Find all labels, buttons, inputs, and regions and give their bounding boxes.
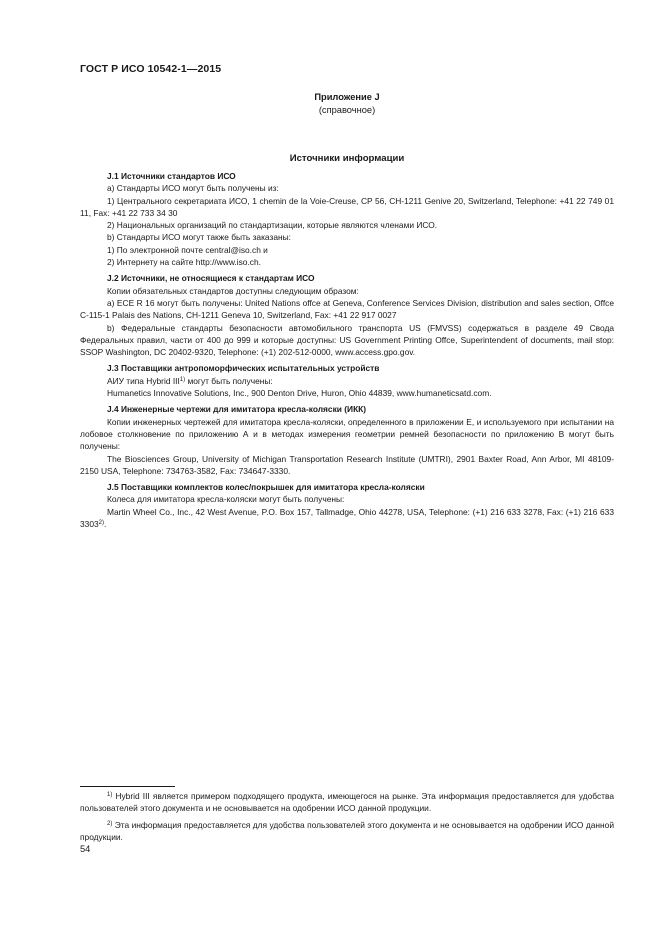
paragraph: Копии инженерных чертежей для имитатора кресла-коляски, определенного в приложении Е, и используемого при испытании на лобовое столкновение по приложению А и в методах измерения геометрии ремней безопасности по приложению В могут быть получены: <box>80 416 614 452</box>
footnote-ref-2: 2) <box>98 520 104 527</box>
text: Martin Wheel Co., Inc., 42 West Avenue, P.O. Box 157, Tallmadge, Ohio 44278, USA, Telephone: (+1) 216 633 3278, Fax: (+1) 216 633 3303 <box>80 506 614 530</box>
footnote-ref-1: 1) <box>179 376 186 383</box>
footnote-mark: 2) <box>107 820 113 827</box>
text: АИУ типа Hybrid III <box>107 375 180 386</box>
section-j5-heading: J.5 Поставщики комплектов колес/покрышек для имитатора кресла-коляски <box>107 482 425 493</box>
paragraph: 2) Национальных организаций по стандартизации, которые являются членами ИСО. <box>107 220 438 231</box>
footnote-separator <box>80 786 175 787</box>
footnote-text: Эта информация предоставляется для удобства пользователей этого документа и не основывается на одобрении ИСО данной продукции. <box>80 819 614 842</box>
paragraph: Humanetics Innovative Solutions, Inc., 900 Denton Drive, Huron, Ohio 44839, www.humaneticsatd.com. <box>107 388 492 399</box>
section-j3-heading: J.3 Поставщики антропоморфических испытательных устройств <box>107 363 380 374</box>
annex-subtitle: (справочное) <box>318 104 376 115</box>
paragraph: а) ECE R 16 могут быть получены: United Nations offce at Geneva, Conference Services Division, distribution and sales section, Offce C-115-1 Palais des Nations, CH-1211 Geneva 10, Switzerland, Fax: +41 22 917 0027 <box>80 297 614 321</box>
annex-heading <box>80 91 614 116</box>
section-j1-heading: J.1 Источники стандартов ИСО <box>107 171 236 181</box>
text: . <box>103 519 107 530</box>
document-body <box>80 170 614 530</box>
footnote-1 <box>80 790 614 815</box>
annex-title: Приложение J <box>314 92 380 102</box>
paragraph: 1) Центрального секретариата ИСО, 1 chemin de la Voie-Creuse, CP 56, CH-1211 Genive 20, Switzerland, Telephone: +41 22 749 01 11, Fax: +41 22 733 34 30 <box>80 195 614 218</box>
footnote-mark: 1) <box>107 792 113 798</box>
paragraph: 1) По электронной почте central@iso.ch и <box>107 244 268 255</box>
paragraph: Колеса для имитатора кресла-коляски могут быть получены: <box>107 494 345 505</box>
paragraph: 2) Интернету на сайте http://www.iso.ch. <box>107 257 261 268</box>
paragraph <box>80 375 614 387</box>
footnotes <box>80 790 614 847</box>
paragraph: b) Федеральные стандарты безопасности автомобильного транспорта US (FMVSS) содержаться в разделе 49 Свода Федеральных правил, части от 400 до 999 и которые доступны: US Government Printing Offce, Superintendent of documents, mail stop: SSOP Washington, DC 20402-9320, Telephone: (+1) 202-512-0000, www.access.gpo.gov. <box>80 322 614 358</box>
paragraph: Копии обязательных стандартов доступны следующим образом: <box>107 285 359 296</box>
page-title: Источники информации <box>289 153 405 164</box>
section-j4-heading: J.4 Инженерные чертежи для имитатора кресла-коляски (ИКК) <box>107 404 367 415</box>
page-number: 54 <box>80 844 91 854</box>
section-j2-heading: J.2 Источники, не относящиеся к стандартам ИСО <box>107 273 315 284</box>
text: могут быть получены: <box>185 375 273 386</box>
footnote-text: Hybrid III является примером подходящего продукта, имеющегося на рынке. Эта информация предоставляется для удобства пользователей этого документа и не основывается на одобрении ИСО данной продукции. <box>80 791 614 814</box>
footnote-2 <box>80 819 614 844</box>
paragraph <box>80 506 614 531</box>
paragraph: The Biosciences Group, University of Michigan Transportation Research Institute (UMTRI), 2901 Baxter Road, Ann Arbor, MI 48109-2150 USA, Telephone: 734763-3582, Fax: 734647-3330. <box>80 453 614 476</box>
paragraph: b) Стандарты ИСО могут также быть заказаны: <box>107 232 291 243</box>
document-header: ГОСТ Р ИСО 10542-1—2015 <box>80 63 222 75</box>
paragraph: а) Стандарты ИСО могут быть получены из: <box>107 183 279 194</box>
